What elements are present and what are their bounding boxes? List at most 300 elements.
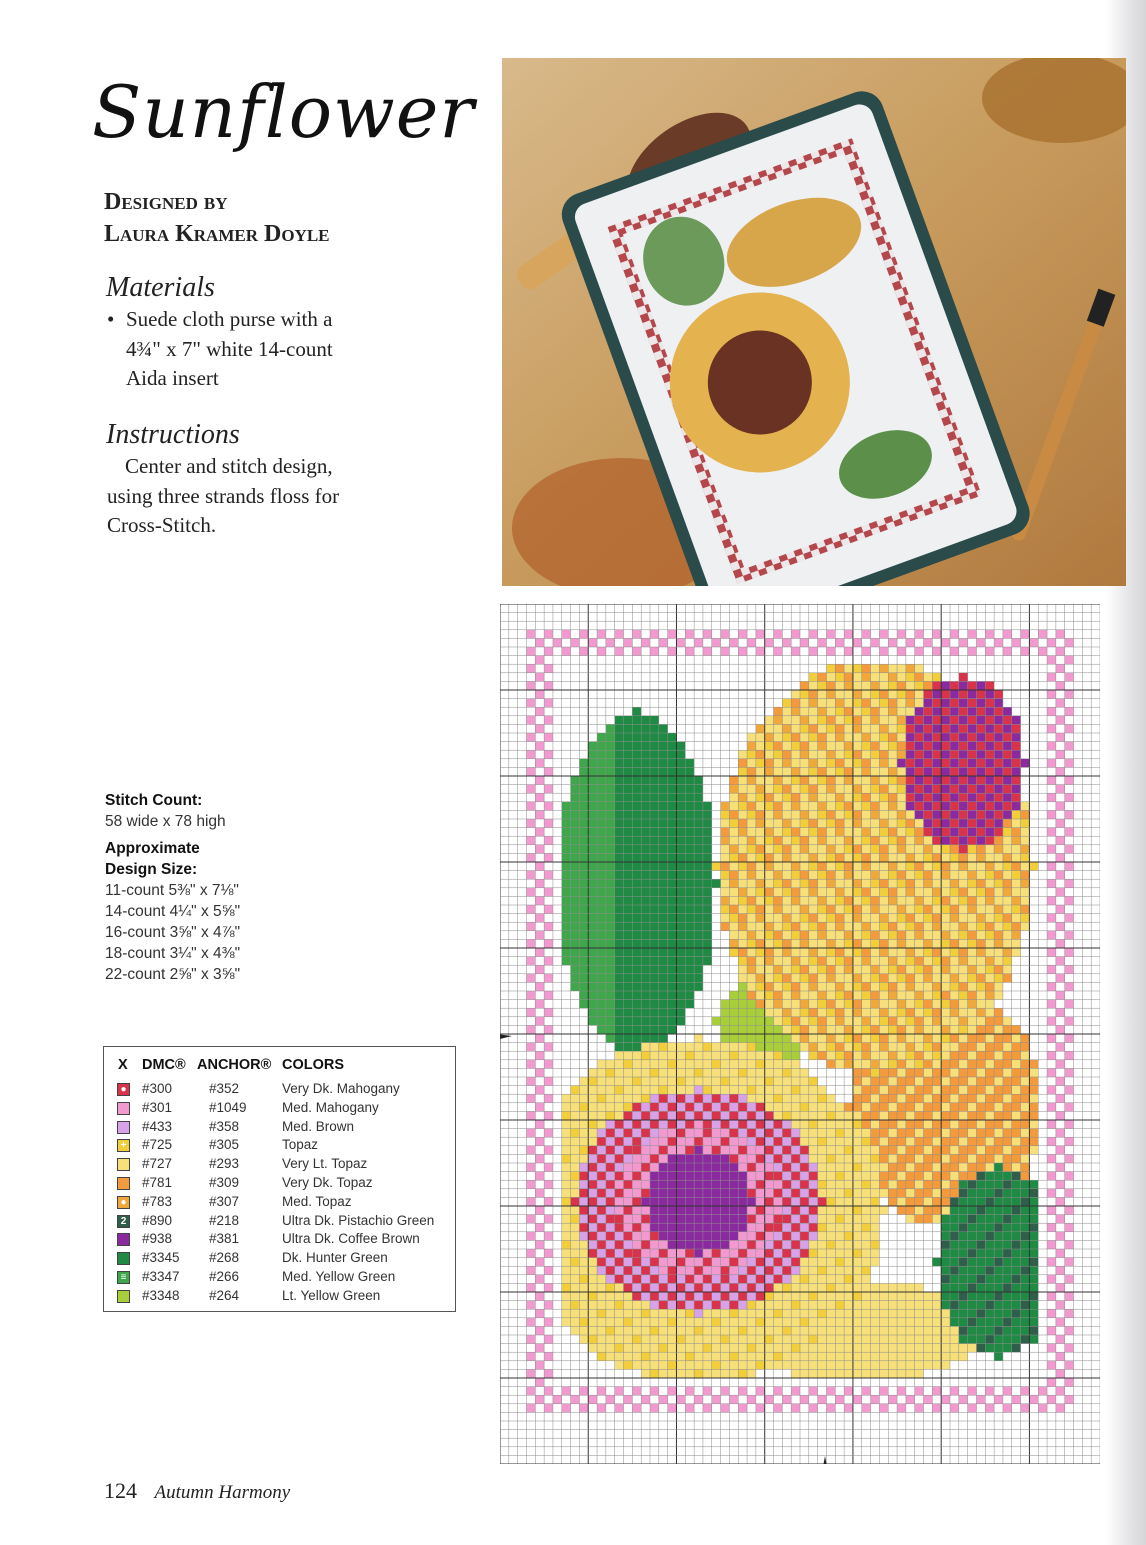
stitch-cell [641, 1172, 650, 1181]
stitch-cell [774, 1094, 783, 1103]
stitch-cell [1012, 767, 1021, 776]
stitch-cell [959, 1094, 968, 1103]
stitch-cell [641, 896, 650, 905]
stitch-cell [809, 750, 818, 759]
stitch-cell [535, 1275, 544, 1284]
stitch-cell [932, 750, 941, 759]
stitch-cell [694, 1215, 703, 1224]
stitch-cell [791, 707, 800, 716]
stitch-cell [871, 673, 880, 682]
stitch-cell [597, 630, 606, 639]
stitch-cell [782, 810, 791, 819]
stitch-cell [597, 853, 606, 862]
stitch-cell [994, 1283, 1003, 1292]
stitch-cell [897, 1335, 906, 1344]
stitch-cell [676, 948, 685, 957]
stitch-cell [606, 1309, 615, 1318]
stitch-cell [897, 802, 906, 811]
stitch-cell [579, 1103, 588, 1112]
stitch-cell [862, 1129, 871, 1138]
stitch-cell [791, 785, 800, 794]
stitch-cell [985, 1197, 994, 1206]
stitch-cell [535, 1000, 544, 1009]
stitch-cell [624, 1000, 633, 1009]
stitch-cell [774, 716, 783, 725]
stitch-cell [853, 871, 862, 880]
stitch-cell [791, 1275, 800, 1284]
stitch-cell [818, 1017, 827, 1026]
stitch-cell [897, 1404, 906, 1413]
stitch-cell [1056, 888, 1065, 897]
stitch-cell [1065, 1068, 1074, 1077]
stitch-cell [579, 1215, 588, 1224]
stitch-cell [1012, 802, 1021, 811]
stitch-cell [632, 939, 641, 948]
stitch-cell [985, 707, 994, 716]
stitch-cell [606, 819, 615, 828]
stitch-cell [924, 1206, 933, 1215]
stitch-cell [976, 836, 985, 845]
stitch-cell [579, 1086, 588, 1095]
stitch-cell [641, 853, 650, 862]
stitch-cell [994, 742, 1003, 751]
stitch-cell [659, 1060, 668, 1069]
stitch-cell [826, 905, 835, 914]
stitch-cell [959, 1215, 968, 1224]
stitch-cell [756, 879, 765, 888]
stitch-cell [659, 1051, 668, 1060]
stitch-cell [879, 905, 888, 914]
stitch-cell [606, 1275, 615, 1284]
stitch-cell [968, 1034, 977, 1043]
stitch-cell [968, 1111, 977, 1120]
stitch-cell [571, 974, 580, 983]
stitch-cell [588, 939, 597, 948]
stitch-cell [659, 982, 668, 991]
stitch-cell [835, 1051, 844, 1060]
stitch-cell [756, 819, 765, 828]
stitch-cell [976, 681, 985, 690]
stitch-cell [712, 1180, 721, 1189]
stitch-cell [941, 862, 950, 871]
stitch-cell [906, 1352, 915, 1361]
stitch-cell [853, 759, 862, 768]
stitch-cell [835, 1180, 844, 1189]
stitch-cell [959, 1111, 968, 1120]
stitch-cell [871, 871, 880, 880]
stitch-cell [800, 957, 809, 966]
stitch-cell [985, 905, 994, 914]
stitch-cell [765, 957, 774, 966]
stitch-cell [976, 1008, 985, 1017]
stitch-cell [668, 1129, 677, 1138]
stitch-cell [712, 1215, 721, 1224]
stitch-cell [879, 1180, 888, 1189]
stitch-cell [544, 888, 553, 897]
stitch-cell [756, 1301, 765, 1310]
stitch-cell [924, 681, 933, 690]
stitch-cell [924, 1129, 933, 1138]
stitch-cell [579, 1318, 588, 1327]
stitch-cell [994, 828, 1003, 837]
key-row [104, 1137, 455, 1156]
stitch-cell [826, 819, 835, 828]
stitch-cell [597, 974, 606, 983]
stitch-cell [862, 828, 871, 837]
stitch-cell [932, 742, 941, 751]
stitch-cell [659, 1215, 668, 1224]
stitch-cell [994, 1206, 1003, 1215]
stitch-cell [685, 1258, 694, 1267]
stitch-cell [853, 879, 862, 888]
stitch-cell [941, 965, 950, 974]
stitch-cell [924, 673, 933, 682]
stitch-cell [606, 1060, 615, 1069]
stitch-cell [968, 974, 977, 983]
stitch-cell [685, 974, 694, 983]
stitch-cell [562, 836, 571, 845]
stitch-cell [782, 1077, 791, 1086]
stitch-cell [1047, 1378, 1056, 1387]
stitch-cell [765, 1000, 774, 1009]
stitch-cell [985, 939, 994, 948]
stitch-cell [985, 1077, 994, 1086]
stitch-cell [888, 1369, 897, 1378]
stitch-cell [862, 1180, 871, 1189]
stitch-cell [526, 836, 535, 845]
stitch-cell [685, 888, 694, 897]
stitch-cell [818, 1189, 827, 1198]
stitch-cell [676, 819, 685, 828]
color-name: Med. Brown [282, 1118, 355, 1134]
stitch-cell [791, 828, 800, 837]
stitch-cell [624, 1154, 633, 1163]
stitch-cell [994, 1326, 1003, 1335]
stitch-cell [853, 922, 862, 931]
stitch-cell [941, 836, 950, 845]
stitch-cell [1047, 1068, 1056, 1077]
stitch-cell [959, 716, 968, 725]
stitch-cell [650, 1326, 659, 1335]
stitch-cell [818, 699, 827, 708]
stitch-cell [641, 1206, 650, 1215]
stitch-cell [676, 1275, 685, 1284]
stitch-cell [1047, 1034, 1056, 1043]
stitch-cell [862, 1206, 871, 1215]
stitch-cell [738, 1335, 747, 1344]
stitch-cell [624, 879, 633, 888]
stitch-cell [526, 1163, 535, 1172]
stitch-cell [994, 1086, 1003, 1095]
stitch-cell [571, 922, 580, 931]
stitch-cell [774, 1275, 783, 1284]
stitch-cell [959, 1086, 968, 1095]
stitch-cell [535, 724, 544, 733]
stitch-cell [703, 802, 712, 811]
stitch-cell [756, 939, 765, 948]
stitch-cell [782, 1232, 791, 1241]
stitch-cell [597, 914, 606, 923]
stitch-cell [562, 879, 571, 888]
stitch-cell [906, 974, 915, 983]
stitch-cell [562, 1146, 571, 1155]
stitch-cell [800, 1025, 809, 1034]
stitch-cell [641, 785, 650, 794]
stitch-cell [1012, 1077, 1021, 1086]
stitch-cell [650, 810, 659, 819]
stitch-cell [809, 1344, 818, 1353]
designer-credit [104, 186, 330, 250]
stitch-cell [676, 888, 685, 897]
stitch-cell [650, 1008, 659, 1017]
stitch-cell [968, 1025, 977, 1034]
stitch-cell [950, 1258, 959, 1267]
stitch-cell [659, 1094, 668, 1103]
stitch-cell [800, 1344, 809, 1353]
stitch-cell [818, 1111, 827, 1120]
stitch-cell [950, 810, 959, 819]
stitch-cell [738, 1103, 747, 1112]
stitch-cell [615, 1103, 624, 1112]
stitch-cell [791, 1352, 800, 1361]
stitch-cell [897, 690, 906, 699]
stitch-cell [915, 1043, 924, 1052]
stitch-cell [976, 1326, 985, 1335]
stitch-cell [694, 638, 703, 647]
stitch-cell [879, 1172, 888, 1181]
stitch-cell [774, 982, 783, 991]
stitch-cell [747, 733, 756, 742]
stitch-cell [818, 1344, 827, 1353]
stitch-cell [791, 1094, 800, 1103]
stitch-cell [800, 776, 809, 785]
stitch-cell [632, 1146, 641, 1155]
stitch-cell [862, 1309, 871, 1318]
stitch-cell [932, 1215, 941, 1224]
stitch-cell [562, 828, 571, 837]
stitch-cell [1029, 1309, 1038, 1318]
stitch-cell [721, 1043, 730, 1052]
stitch-cell [721, 1197, 730, 1206]
stitch-cell [606, 1008, 615, 1017]
stitch-cell [871, 1137, 880, 1146]
stitch-cell [897, 716, 906, 725]
stitch-cell [571, 862, 580, 871]
stitch-cell [562, 888, 571, 897]
stitch-cell [641, 1266, 650, 1275]
stitch-cell [579, 1172, 588, 1181]
stitch-cell [756, 871, 765, 880]
stitch-cell [668, 1240, 677, 1249]
stitch-cell [959, 1232, 968, 1241]
stitch-cell [826, 1232, 835, 1241]
center-arrow-left-icon [500, 1034, 512, 1040]
stitch-cell [774, 991, 783, 1000]
stitch-cell [800, 1240, 809, 1249]
stitch-cell [1065, 1034, 1074, 1043]
stitch-cell [606, 991, 615, 1000]
stitch-cell [818, 1206, 827, 1215]
stitch-cell [994, 991, 1003, 1000]
stitch-cell [862, 836, 871, 845]
stitch-cell [835, 742, 844, 751]
stitch-cell [526, 785, 535, 794]
stitch-cell [738, 1146, 747, 1155]
stitch-cell [1056, 1025, 1065, 1034]
stitch-cell [694, 1223, 703, 1232]
stitch-cell [606, 1318, 615, 1327]
stitch-cell [968, 1154, 977, 1163]
stitch-cell [871, 1395, 880, 1404]
stitch-cell [1003, 1344, 1012, 1353]
stitch-cell [862, 1172, 871, 1181]
stitch-cell [1021, 862, 1030, 871]
stitch-cell [668, 1043, 677, 1052]
stitch-cell [624, 1309, 633, 1318]
stitch-cell [800, 810, 809, 819]
stitch-cell [994, 1266, 1003, 1275]
stitch-cell [906, 1283, 915, 1292]
stitch-cell [818, 1318, 827, 1327]
stitch-cell [588, 1008, 597, 1017]
stitch-cell [544, 1094, 553, 1103]
stitch-cell [826, 1103, 835, 1112]
stitch-cell [985, 828, 994, 837]
stitch-cell [844, 1352, 853, 1361]
stitch-cell [818, 888, 827, 897]
stitch-cell [535, 828, 544, 837]
stitch-cell [871, 759, 880, 768]
stitch-cell [1038, 1387, 1047, 1396]
stitch-cell [1003, 742, 1012, 751]
stitch-cell [624, 1249, 633, 1258]
stitch-cell [1029, 1094, 1038, 1103]
stitch-cell [915, 1086, 924, 1095]
stitch-cell [588, 810, 597, 819]
stitch-cell [747, 957, 756, 966]
stitch-cell [800, 991, 809, 1000]
stitch-cell [879, 1146, 888, 1155]
stitch-cell [844, 974, 853, 983]
stitch-cell [1029, 1266, 1038, 1275]
stitch-cell [774, 1172, 783, 1181]
stitch-cell [571, 1206, 580, 1215]
stitch-cell [985, 1000, 994, 1009]
stitch-cell [782, 1258, 791, 1267]
stitch-cell [703, 1344, 712, 1353]
stitch-cell [871, 1232, 880, 1241]
stitch-cell [756, 1077, 765, 1086]
stitch-cell [703, 888, 712, 897]
stitch-cell [906, 948, 915, 957]
stitch-cell [994, 922, 1003, 931]
stitch-cell [924, 776, 933, 785]
stitch-cell [897, 1301, 906, 1310]
stitch-cell [924, 1326, 933, 1335]
stitch-cell [826, 1318, 835, 1327]
stitch-cell [871, 1197, 880, 1206]
stitch-cell [1065, 810, 1074, 819]
stitch-cell [685, 1266, 694, 1275]
stitch-cell [544, 819, 553, 828]
stitch-cell [985, 1387, 994, 1396]
stitch-cell [897, 664, 906, 673]
stitch-cell [1021, 922, 1030, 931]
stitch-cell [1029, 1103, 1038, 1112]
stitch-cell [1047, 1309, 1056, 1318]
stitch-cell [774, 1034, 783, 1043]
stitch-cell [879, 1206, 888, 1215]
stitch-cell [906, 1361, 915, 1370]
stitch-cell [950, 1120, 959, 1129]
stitch-cell [985, 871, 994, 880]
stitch-cell [526, 819, 535, 828]
stitch-cell [959, 948, 968, 957]
stitch-cell [765, 1352, 774, 1361]
stitch-cell [676, 1240, 685, 1249]
stitch-cell [809, 759, 818, 768]
stitch-cell [562, 1163, 571, 1172]
dmc-number: #3345 [142, 1250, 180, 1266]
stitch-cell [685, 1249, 694, 1258]
stitch-cell [712, 1163, 721, 1172]
stitch-cell [579, 1335, 588, 1344]
stitch-cell [632, 853, 641, 862]
stitch-cell [659, 1352, 668, 1361]
stitch-cell [526, 974, 535, 983]
stitch-cell [756, 1240, 765, 1249]
stitch-cell [932, 724, 941, 733]
stitch-cell [606, 1103, 615, 1112]
stitch-cell [721, 810, 730, 819]
stitch-cell [950, 1017, 959, 1026]
stitch-cell [871, 1240, 880, 1249]
stitch-cell [800, 905, 809, 914]
stitch-cell [976, 1025, 985, 1034]
stitch-cell [659, 1232, 668, 1241]
stitch-cell [1012, 1215, 1021, 1224]
stitch-cell [747, 1240, 756, 1249]
stitch-cell [579, 836, 588, 845]
stitch-cell [835, 879, 844, 888]
stitch-cell [738, 1017, 747, 1026]
stitch-cell [835, 1215, 844, 1224]
stitch-cell [853, 707, 862, 716]
stitch-cell [844, 1206, 853, 1215]
stitch-cell [1029, 638, 1038, 647]
stitch-cell [571, 1180, 580, 1189]
stitch-cell [985, 1163, 994, 1172]
stitch-cell [897, 1111, 906, 1120]
stitch-cell [738, 1060, 747, 1069]
stitch-cell [756, 896, 765, 905]
stitch-cell [959, 638, 968, 647]
stitch-cell [968, 1318, 977, 1327]
stitch-cell [703, 1240, 712, 1249]
stitch-cell [579, 647, 588, 656]
stitch-cell [738, 1387, 747, 1396]
stitch-cell [579, 1111, 588, 1120]
stitch-cell [1065, 1326, 1074, 1335]
stitch-cell [888, 1077, 897, 1086]
stitch-cell [1021, 647, 1030, 656]
stitch-cell [562, 1154, 571, 1163]
stitch-cell [888, 785, 897, 794]
stitch-cell [959, 1318, 968, 1327]
stitch-cell [562, 1258, 571, 1267]
stitch-cell [950, 759, 959, 768]
stitch-cell [606, 1094, 615, 1103]
